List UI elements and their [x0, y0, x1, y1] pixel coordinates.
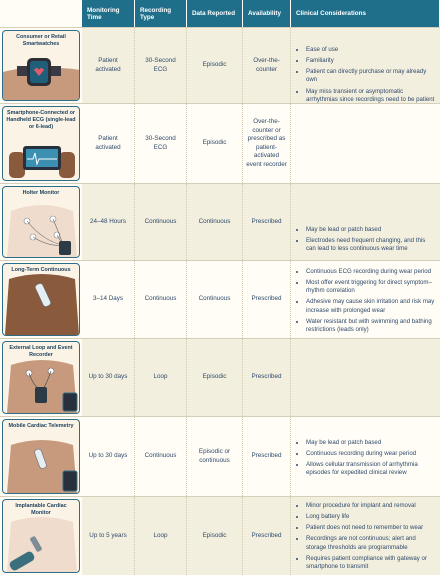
monitoring-time-cell: Up to 30 days	[82, 339, 135, 416]
header-device-blank	[0, 0, 82, 27]
monitoring-time-cell: Up to 30 days	[82, 417, 135, 496]
header-recording-type: Recording Type	[135, 0, 187, 27]
recording-type-cell: Loop	[135, 497, 187, 575]
table-row	[0, 183, 440, 260]
data-reported-cell: Continuous	[187, 261, 243, 338]
loop-recorder-icon	[3, 355, 80, 413]
implantable-monitor-icon	[3, 512, 80, 572]
considerations-cell	[291, 339, 440, 416]
recording-type-cell: Continuous	[135, 184, 187, 260]
availability-cell: Over-the-counter or prescribed as patient-activated event recorder	[243, 104, 291, 183]
consideration-item: • Long battery life	[306, 513, 436, 521]
recording-type-cell: 30-Second ECG	[135, 28, 187, 103]
considerations-cell	[291, 417, 440, 496]
device-panel	[2, 499, 80, 573]
considerations-cell	[291, 28, 440, 103]
device-name: Implantable Cardiac Monitor	[15, 503, 67, 516]
consideration-item: • Familiarity	[306, 57, 436, 65]
consideration-item: • Minor procedure for implant and removal	[306, 502, 436, 510]
table-row	[0, 103, 440, 183]
table-header	[0, 0, 440, 27]
device-name: Long-Term Continuous	[11, 267, 71, 273]
device-name: Consumer or Retail Smartwatches	[16, 34, 66, 47]
consideration-item: • Continuous recording during wear period	[306, 450, 436, 458]
availability-cell: Prescribed	[243, 261, 291, 338]
device-name: Smartphone-Connected or Handheld ECG (single-lead or 6-lead)	[6, 110, 76, 130]
consideration-item: • Water resistant but with swimming and bathing restrictions (leads only)	[306, 318, 436, 334]
availability-cell: Prescribed	[243, 184, 291, 260]
considerations-cell	[291, 184, 440, 260]
consideration-item: • Allows cellular transmission of arrhythmia episodes for expedited clinical review	[306, 461, 436, 477]
recording-type-cell: Continuous	[135, 417, 187, 496]
recording-type-cell: Continuous	[135, 261, 187, 338]
header-monitoring-time: Monitoring Time	[82, 0, 135, 27]
recording-type-cell: Loop	[135, 339, 187, 416]
table-row	[0, 260, 440, 338]
monitoring-time-cell: 24–48 Hours	[82, 184, 135, 260]
device-panel	[2, 30, 80, 101]
device-panel	[2, 186, 80, 258]
smartphone-ecg-icon	[3, 138, 80, 180]
table-row	[0, 27, 440, 103]
consideration-item: • Ease of use	[306, 46, 436, 54]
consideration-item: • May be lead or patch based	[306, 439, 436, 447]
patch-monitor-icon	[3, 269, 80, 335]
table-row	[0, 416, 440, 496]
consideration-item: • May be lead or patch based	[306, 226, 436, 234]
device-name: Mobile Cardiac Telemetry	[8, 423, 74, 429]
consideration-item: • May miss transient or asymptomatic arrhythmias since recordings need to be patient	[306, 88, 436, 112]
header-data-reported: Data Reported	[187, 0, 243, 27]
monitoring-time-cell: Patient activated	[82, 28, 135, 103]
data-reported-cell: Episodic	[187, 104, 243, 183]
data-reported-cell: Episodic	[187, 28, 243, 103]
considerations-cell	[291, 104, 440, 183]
consideration-item: • Patient does not need to remember to wear	[306, 524, 436, 532]
consideration-item: • Patient can directly purchase or may already own	[306, 68, 436, 84]
table-row	[0, 338, 440, 416]
smartwatch-icon	[3, 50, 80, 100]
data-reported-cell: Continuous	[187, 184, 243, 260]
data-reported-cell: Episodic or continuous	[187, 417, 243, 496]
recording-type-cell: 30-Second ECG	[135, 104, 187, 183]
monitoring-time-cell: Patient activated	[82, 104, 135, 183]
consideration-item: • Adhesive may cause skin irritation and risk may increase with prolonged wear	[306, 298, 436, 314]
consideration-item: • Continuous ECG recording during wear period	[306, 268, 436, 276]
availability-cell: Prescribed	[243, 417, 291, 496]
data-reported-cell: Episodic	[187, 497, 243, 575]
monitoring-time-cell: 3–14 Days	[82, 261, 135, 338]
header-availability: Availability	[243, 0, 291, 27]
consideration-item: • Requires patient compliance with gateway or smartphone to transmit	[306, 555, 436, 571]
device-panel	[2, 106, 80, 181]
device-panel	[2, 419, 80, 494]
monitoring-time-cell: Up to 5 years	[82, 497, 135, 575]
device-panel	[2, 341, 80, 414]
consideration-item: • Electrodes need frequent changing, and this can lead to less continuous wear time	[306, 237, 436, 253]
consideration-item: • Recordings are not continuous; alert and storage thresholds are programmable	[306, 535, 436, 551]
holter-monitor-icon	[3, 193, 80, 257]
availability-cell: Prescribed	[243, 339, 291, 416]
device-name: Holter Monitor	[22, 190, 60, 196]
table-row	[0, 496, 440, 575]
consideration-item: • Most offer event triggering for direct symptom–rhythm correlation	[306, 279, 436, 295]
data-reported-cell: Episodic	[187, 339, 243, 416]
telemetry-icon	[3, 435, 80, 493]
considerations-cell	[291, 497, 440, 575]
considerations-cell	[291, 261, 440, 338]
device-name: External Loop and Event Recorder	[9, 345, 73, 358]
header-clinical-considerations: Clinical Considerations	[291, 0, 440, 27]
device-panel	[2, 263, 80, 336]
availability-cell: Prescribed	[243, 497, 291, 575]
availability-cell: Over-the-counter	[243, 28, 291, 103]
